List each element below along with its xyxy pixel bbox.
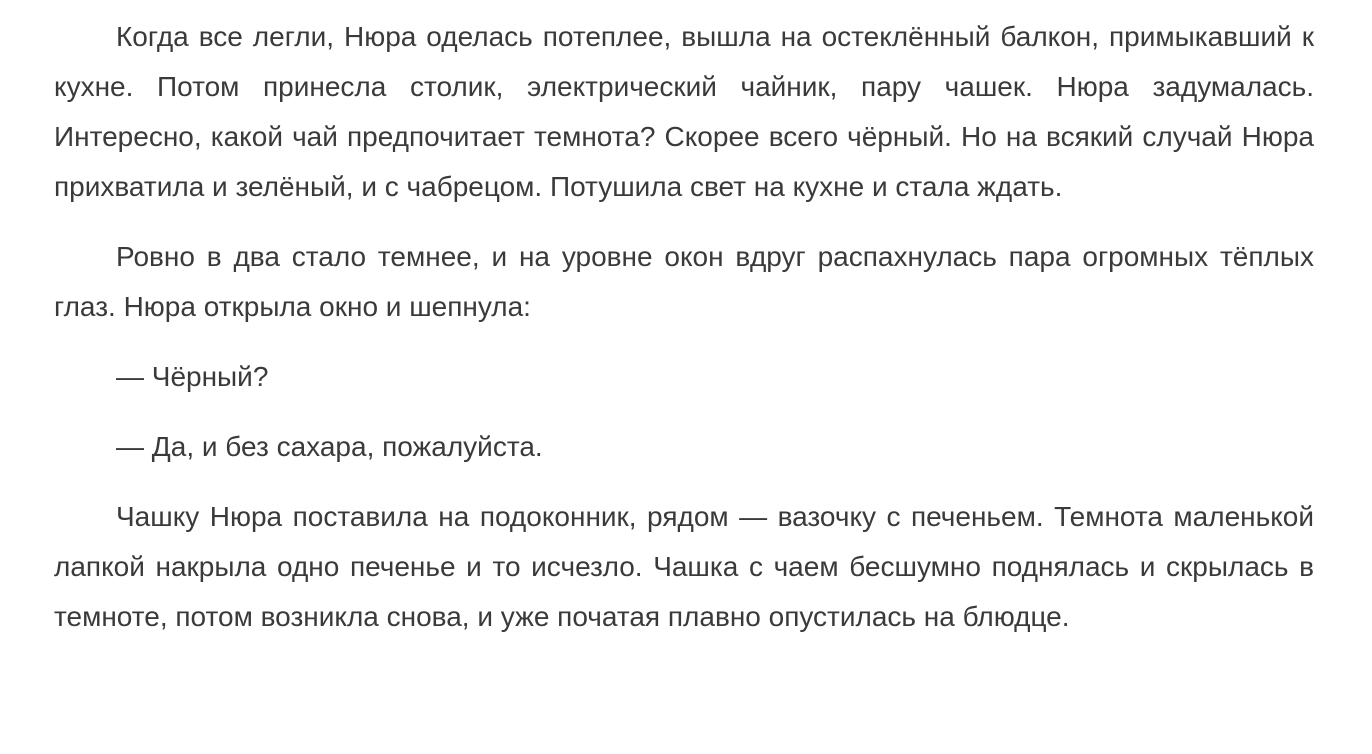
paragraph-cup: Чашку Нюра поставила на подоконник, рядом — вазочку с печеньем. Темнота маленькой лапкой накрыла одно печенье и то исчезло. Чашка с чаем бесшумно поднялась и скрылась в темноте, потом возникла снова, и уже початая плавно опустилась на блюдце. [54, 501, 1314, 632]
paragraph-balcony: Когда все легли, Нюра оделась потеплее, вышла на остеклённый балкон, примыкавший к кухне. Потом принесла столик, электрический чайник, пару чашек. Нюра задумалась. Интересно, какой чай предпочитает темнота? Скорее всего чёрный. Но на всякий случай Нюра прихватила и зелёный, и с чабрецом. Потушила свет на кухне и стала ждать. [54, 21, 1314, 202]
dialog-line-question: — Чёрный? [116, 361, 269, 392]
paragraph-eyes: Ровно в два стало темнее, и на уровне окон вдруг распахнулась пара огромных тёплых глаз. Нюра открыла окно и шепнула: [54, 241, 1314, 322]
dialog-line-answer: — Да, и без сахара, пожалуйста. [116, 431, 543, 462]
